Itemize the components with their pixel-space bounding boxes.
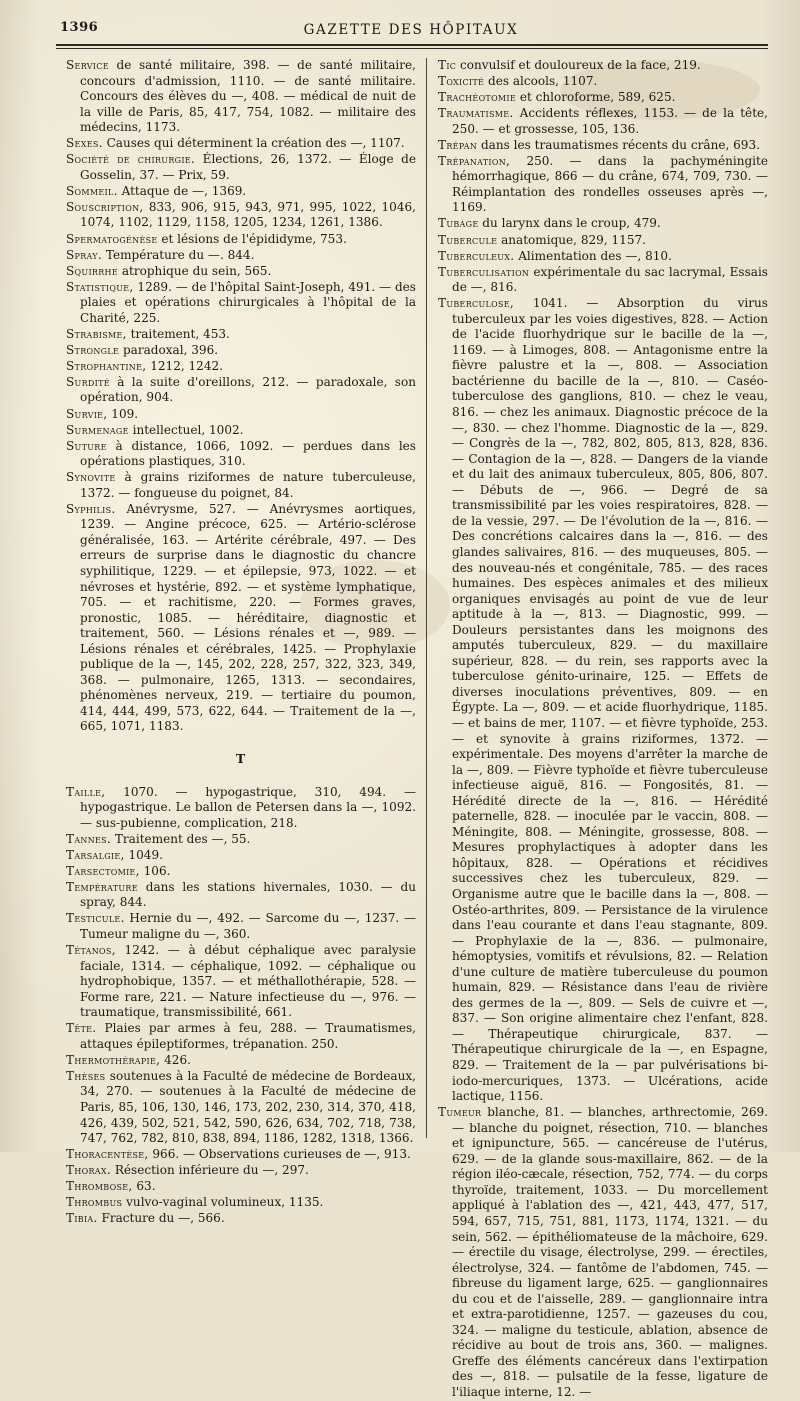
entry-head-word: Trépan [438, 137, 478, 152]
index-section-t [66, 785, 416, 1227]
entry-text: convulsif et douloureux de la face, 219. [456, 58, 701, 72]
entry-text: intellectuel, 1002. [128, 422, 244, 437]
entry-head-word: Syphilis. [66, 501, 116, 516]
entry-head-word: Trachéotomie [438, 90, 517, 105]
entry-head-word: Testicule. [66, 911, 125, 926]
entry-head-word: Tuberculeux. [438, 248, 515, 263]
index-entry [66, 1163, 416, 1179]
index-entry [66, 1069, 416, 1147]
entry-head-word: Synovite [66, 470, 116, 485]
entry-head-word: Strabisme, [66, 326, 127, 341]
entry-head-word: Service [66, 58, 109, 72]
index-entry [66, 232, 416, 248]
index-entry [438, 233, 768, 249]
index-entry [66, 1195, 416, 1211]
index-entry [66, 280, 416, 327]
entry-text: Attaque de —, 1369. [117, 183, 247, 198]
right-column [438, 58, 768, 1401]
index-entry [66, 359, 416, 375]
entry-head-word: Trépanation, [438, 153, 511, 168]
index-entry [438, 249, 768, 265]
header-rule-thin [56, 48, 768, 49]
entry-text: Plaies par armes à feu, 288. — Traumatismes, attaques épileptiformes, trépanation. 250. [80, 1021, 416, 1051]
index-entry [66, 502, 416, 735]
entry-head-word: Tuberculose, [438, 296, 515, 311]
index-entry [438, 216, 768, 232]
entry-head-word: Sexes. [66, 136, 103, 151]
entry-text: Fracture du —, 566. [97, 1211, 225, 1226]
entry-text: 1242. — à début céphalique avec paralysie faciale, 1314. — céphalique, 1092. — céphalique ou hydrophobique, 1357. — et méthallothérapie, 528. — Forme rare, 221. — Nature infectieuse du —, 976. — traumatique, transmissibilité, 661. [80, 943, 416, 1020]
index-entry [66, 848, 416, 864]
index-entry [66, 439, 416, 470]
index-entry [66, 1211, 416, 1227]
column-divider [426, 58, 427, 1138]
entry-text: 1070. — hypogastrique, 310, 494. — hypogastrique. Le ballon de Petersen dans la —, 1092. — sus-pubienne, complication, 218. [80, 784, 416, 830]
index-entry [438, 296, 768, 1104]
entry-head-word: Tannes. [66, 831, 112, 846]
page-number: 1396 [60, 20, 99, 35]
entry-head-word: Tubage [438, 216, 479, 231]
entry-text: soutenues à la Faculté de médecine de Bordeaux, 34, 270. — soutenues à la Faculté de médecine de Paris, 85, 106, 130, 146, 173, 202, 230, 314, 370, 418, 426, 439, 502, 521, 542, 590, 626, 634, 702, 718, 738, 747, 762, 782, 810, 838, 894, 1186, 1282, 1318, 1366. [80, 1068, 416, 1146]
entry-text: Hernie du —, 492. — Sarcome du —, 1237. — Tumeur maligne du —, 360. [80, 911, 416, 941]
index-entry [66, 1179, 416, 1195]
left-column [66, 58, 416, 1227]
entry-head-word: Statistique, [66, 279, 134, 294]
entry-text: Traitement des —, 55. [111, 831, 251, 846]
entry-head-word: Suture [66, 438, 107, 453]
entry-text: 1041. — Absorption du virus tuberculeux par les voies digestives, 828. — Action de l'acide fluorhydrique sur le bacille de la —, 1169. — à Limoges, 808. — Antagonisme entre la fièvre palustre et la —, 808. — Association bactérienne du bacille de la —, 810. — Caséo-tuberculose des ganglions, 810. — chez le veau, 816. — chez les animaux. Diagnostic précoce de la —, 830. — chez l'homme. Diagnostic de la —, 829. — Congrès de la —, 782, 802, 805, 813, 828, 836. — Contagion de la —, 828. — Dangers de la viande et du lait des animaux tuberculeux, 805, 806, 807. — Débuts de —, 966. — Degré de sa transmissibilité par les voies respiratoires, 828. — de la vessie, 297. — De l'évolution de la —, 816. — Des concrétions calcaires dans la —, 816. — des glandes salivaires, 816. — des muqueuses, 805. — des nouveau-nés et congénitale, 785. — des races humaines. Des espèces animales et des milieux organiques envisagés au point de vue de leur aptitude à la —, 813. — Diagnostic, 999. — Douleurs persistantes dans les moignons des amputés tuberculeux, 829. — du maxillaire supérieur, 828. — du rein, ses rapports avec la tuberculose génito-urinaire, 125. — Effets de diverses inoculations préventives, 809. — en Égypte. La —, 809. — et acide fluorhydrique, 1185. — et bains de mer, 1107. — et fièvre typhoïde, 253. — et synovite à grains riziformes, 1372. — expérimentale. Des moyens d'arrêter la marche de la —, 809. — Fièvre typhoïde et fièvre tuberculeuse infectieuse aiguë, 816. — Fongosités, 81. — Hérédité directe de la —, 816. — Hérédité paternelle, 828. — inoculée par le vaccin, 808. — Méningite, 808. — Méningite, grossesse, 808. — Mesures prophylactiques à adopter dans les hôpitaux, 828. — Opérations et récidives successives chez les tuberculeux, 829. — Organisme autre que le bacille dans la —, 808. — Ostéo-arthrites, 809. — Persistance de la virulence dans l'eau courante et dans l'eau stagnante, 809. — Prophylaxie de la —, 836. — pulmonaire, hémoptysies, vomitifs et révulsions, 82. — Relation d'une culture de matière tuberculeuse du poumon humain, 829. — Résistance dans l'eau de rivière des germes de la —, 809. — Sels de cuivre et —, 837. — Son origine alimentaire chez l'enfant, 828. — Thérapeutique chirurgicale, 837. — Thérapeutique chirurgicale de la —, en Espagne, 829. — Traitement de la — par pulvérisations bi-iodo-mercuriques, 1373. — Ulcérations, acide lactique, 1156. [452, 296, 768, 1104]
index-entry [66, 327, 416, 343]
entry-text: expérimentale du sac lacrymal, Essais de —, 816. [452, 264, 768, 295]
entry-head-word: Tubercule [438, 232, 498, 247]
entry-text: paradoxal, 396. [119, 342, 219, 357]
entry-head-word: Société de chirurgie. [66, 152, 196, 167]
index-entry [66, 343, 416, 359]
entry-head-word: Surdité [66, 374, 110, 389]
index-section-t-continued [438, 58, 768, 1401]
index-entry [66, 864, 416, 880]
index-entry [438, 90, 768, 106]
entry-text: à grains riziformes de nature tuberculeuse, 1372. — fongueuse du poignet, 84. [80, 470, 416, 500]
entry-text: à distance, 1066, 1092. — perdues dans les opérations plastiques, 310. [80, 438, 416, 469]
entry-text: Élections, 26, 1372. — Éloge de Gosselin, 37. — Prix, 59. [80, 152, 416, 182]
entry-text: 1049. [124, 847, 163, 862]
entry-text: du larynx dans le croup, 479. [478, 216, 661, 231]
entry-head-word: Strongle [66, 342, 120, 357]
entry-text: blanche, 81. — blanches, arthrectomie, 269. — blanche du poignet, résection, 710. — blanches et ignipuncture, 565. — cancéreuse de l'utérus, 629. — de la glande sous-maxillaire, 862. — de la région iléo-cæcale, résection, 752, 774. — du corps thyroïde, traitement, 1033. — Du morcellement appliqué à l'ablation des —, 421, 443, 477, 517, 594, 657, 715, 751, 881, 1173, 1174, 1321. — du sein, 562. — épithéliomateuse de la mâchoire, 629. — érectile du visage, électrolyse, 299. — érectiles, électrolyse, 324. — fantôme de l'abdomen, 745. — fibreuse du ligament large, 625. — ganglionnaires du cou et de l'aisselle, 289. — ganglionnaire intra et extra-parotidienne, 1257. — gazeuses du cou, 324. — maligne du testicule, ablation, absence de récidive au bout de trois ans, 360. — malignes. Greffe des éléments cancéreux dans l'extirpation des —, 818. — pulsatile de la fesse, ligature de l'iliaque interne, 12. — [452, 1105, 768, 1399]
entry-head-word: Tibia. [66, 1211, 98, 1226]
index-entry [66, 184, 416, 200]
entry-head-word: Surmenage [66, 422, 129, 437]
entry-text: atrophique du sein, 565. [117, 263, 272, 278]
entry-text: vulvo-vaginal volumineux, 1135. [122, 1195, 324, 1210]
entry-head-word: Thorax. [66, 1163, 111, 1178]
index-entry [66, 423, 416, 439]
entry-head-word: Strophantine, [66, 358, 147, 373]
section-letter: T [235, 751, 247, 767]
entry-head-word: Toxicité [438, 74, 485, 89]
entry-text: 1289. — de l'hôpital Saint-Joseph, 491. — des plaies et opérations chirurgicales à l'hôpital de la Charité, 225. [80, 279, 416, 325]
entry-head-word: Tête. [66, 1021, 97, 1036]
index-entry [66, 248, 416, 264]
index-entry [66, 58, 416, 136]
entry-head-word: Spermatogénèse [66, 231, 158, 246]
entry-head-word: Tuberculisation [438, 264, 530, 279]
entry-text: anatomique, 829, 1157. [497, 232, 646, 247]
index-entry [66, 943, 416, 1021]
index-entry [66, 1053, 416, 1069]
entry-head-word: Thoracentèse, [66, 1147, 149, 1162]
index-entry [438, 265, 768, 296]
entry-head-word: Traumatisme. [438, 106, 514, 121]
page-header [56, 14, 766, 38]
index-entry [438, 154, 768, 216]
index-entry [66, 911, 416, 942]
index-entry [66, 407, 416, 423]
entry-head-word: Tarsectomie, [66, 863, 140, 878]
running-title: GAZETTE DES HÔPITAUX [303, 22, 519, 38]
index-entry [66, 1147, 416, 1163]
entry-head-word: Thèses [66, 1068, 106, 1083]
entry-head-word: Souscription, [66, 199, 144, 214]
entry-text: Causes qui déterminent la création des —, 1107. [102, 136, 405, 151]
entry-text: Résection inférieure du —, 297. [111, 1163, 309, 1178]
entry-text: 426. [160, 1052, 191, 1067]
header-rule [56, 44, 768, 46]
entry-text: dans les traumatismes récents du crâne, 693. [477, 137, 760, 152]
entry-text: 833, 906, 915, 943, 971, 995, 1022, 1046, 1074, 1102, 1129, 1158, 1205, 1234, 1261, 1386. [80, 199, 416, 230]
entry-text: traitement, 453. [126, 326, 230, 341]
index-entry [66, 200, 416, 231]
entry-head-word: Thermothérapie, [66, 1052, 161, 1067]
entry-head-word: Taille, [66, 784, 106, 799]
index-entry [66, 880, 416, 911]
entry-text: Alimentation des —, 810. [514, 248, 672, 263]
entry-head-word: Squirrhe [66, 263, 118, 278]
entry-head-word: Tic [438, 58, 457, 72]
index-entry [438, 58, 768, 74]
entry-text: Température du —. 844. [102, 247, 255, 262]
entry-text: 63. [132, 1179, 156, 1194]
entry-text: 1212, 1242. [146, 358, 224, 373]
index-entry [66, 136, 416, 152]
entry-text: 106. [139, 863, 171, 878]
entry-text: dans les stations hivernales, 1030. — du spray, 844. [80, 879, 416, 910]
index-entry [66, 470, 416, 501]
index-entry [66, 264, 416, 280]
entry-head-word: Spray. [66, 247, 103, 262]
entry-text: Accidents réflexes, 1153. — de la tête, 250. — et grossesse, 105, 136. [452, 106, 768, 136]
entry-text: 966. — Observations curieuses de —, 913. [148, 1147, 411, 1162]
entry-text: 250. — dans la pachyméningite hémorrhagique, 866 — du crâne, 674, 709, 730. — Réimplantation des rondelles osseuses après —, 1169. [452, 153, 768, 215]
entry-text: des alcools, 1107. [484, 74, 598, 89]
index-entry [66, 1021, 416, 1052]
index-entry [66, 785, 416, 832]
entry-head-word: Tumeur [438, 1105, 482, 1120]
entry-text: à la suite d'oreillons, 212. — paradoxale, son opération, 904. [80, 374, 416, 405]
entry-head-word: Thrombus [66, 1195, 123, 1210]
entry-head-word: Température [66, 879, 138, 894]
entry-head-word: Sommeil. [66, 183, 118, 198]
index-entry [66, 152, 416, 183]
index-entry [438, 74, 768, 90]
entry-head-word: Thrombose, [66, 1179, 133, 1194]
entry-head-word: Tarsalgie, [66, 847, 125, 862]
entry-text: et chloroforme, 589, 625. [516, 90, 676, 105]
index-entry [66, 832, 416, 848]
entry-text: Anévrysme, 527. — Anévrysmes aortiques, 1239. — Angine précoce, 625. — Artério-sclérose généralisée, 163. — Artérite cérébrale, 497. — Des erreurs de surprise dans le diagnostic du chancre syphilitique, 1229. — et épilepsie, 973, 1022. — et névroses et hystérie, 892. — et système lymphatique, 705. — et rachitisme, 220. — Formes graves, pronostic, 1085. — héréditaire, diagnostic et traitement, 560. — Lésions rénales et —, 989. — Lésions rénales et cérébrales, 1425. — Prophylaxie publique de la —, 145, 202, 228, 257, 322, 323, 349, 368. — pulmonaire, 1265, 1313. — secondaires, phénomènes nerveux, 219. — tertiaire du poumon, 414, 444, 499, 573, 622, 644. — Traitement de la —, 665, 1071, 1183. [80, 501, 416, 734]
entry-head-word: Survie, [66, 406, 108, 421]
index-entry [66, 375, 416, 406]
index-entry [438, 106, 768, 137]
entry-text: 109. [107, 406, 139, 421]
entry-head-word: Tétanos, [66, 943, 116, 958]
entry-text: et lésions de l'épididyme, 753. [157, 231, 347, 246]
index-entry [438, 1105, 768, 1400]
index-section-s [66, 58, 416, 735]
index-entry [438, 138, 768, 154]
entry-text: de santé militaire, 398. — de santé militaire, concours d'admission, 1110. — de santé militaire. Concours des élèves du —, 408. — médical de nuit de la ville de Paris, 85, 417, 754, 1082. — militaire des médecins, 1173. [80, 58, 416, 135]
